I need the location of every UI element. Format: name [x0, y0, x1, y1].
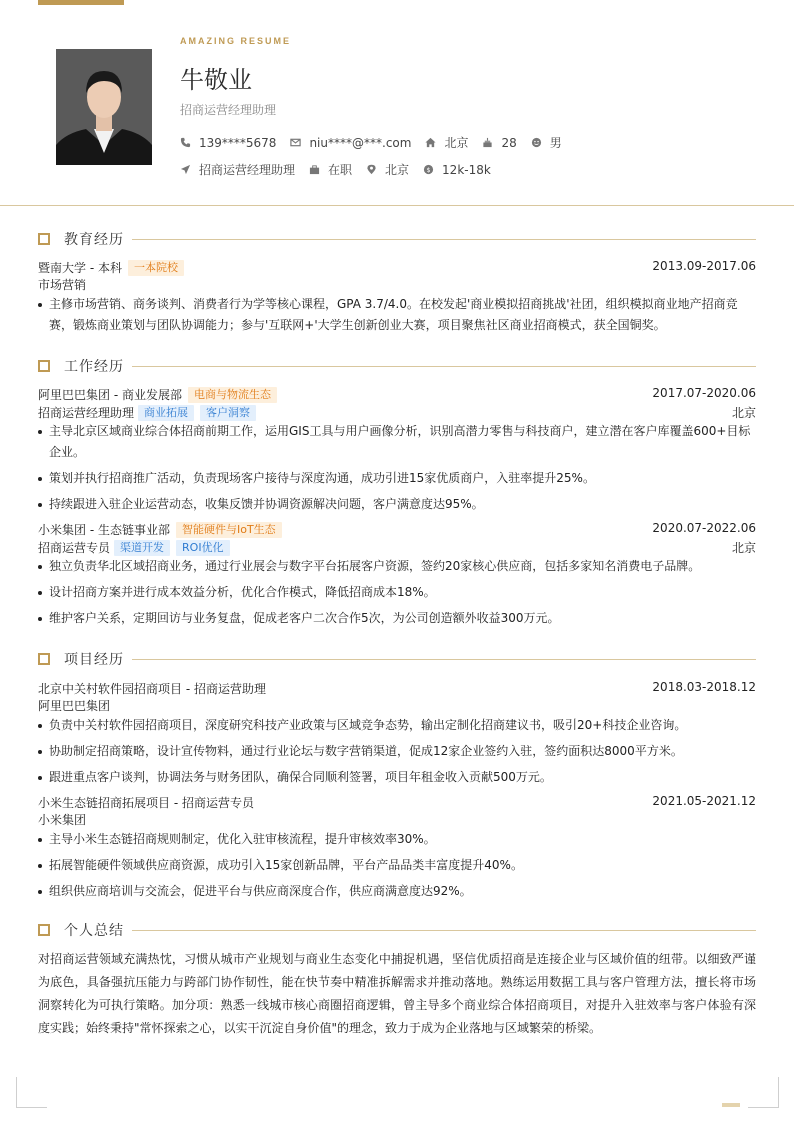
location-pin-icon: [366, 164, 377, 175]
candidate-name: 牛敬业: [180, 66, 252, 94]
project-entry-header: [38, 679, 756, 697]
company-tag: 智能硬件与IoT生态: [176, 522, 282, 538]
list-item: 策划并执行招商推广活动，负责现场客户接待与深度沟通，成功引进15家优质商户，入驻率提升25%。: [38, 468, 756, 489]
section-title: 教育经历: [64, 232, 124, 248]
work-entry: [38, 520, 756, 629]
svg-text:$: $: [426, 165, 431, 174]
list-item: 维护客户关系，定期回访与业务复盘，促成老客户二次合作5次，为公司创造额外收益300万元。: [38, 608, 756, 629]
summary-text: 对招商运营领域充满热忱，习惯从城市产业规划与商业生态变化中捕捉机遇，坚信优质招商是连接企业与区域价值的纽带。以细致严谨为底色，具备强抗压能力与跨部门协作韧性，能在快节奏中精准拆解需求并推动落地。熟练运用数据工具与客户管理方法，擅长将市场洞察转化为可执行策略。加分项：熟悉一线城市核心商圈招商逻辑，曾主导多个商业综合体招商项目，对提升入驻效率与客户体验有深度实践；始终秉持"常怀探索之心，以实干沉淀自身价值"的理念，致力于成为企业落地与区域繁荣的桥梁。: [38, 952, 756, 1035]
bottom-accent-mark: [722, 1103, 740, 1107]
candidate-job-title: 招商运营经理助理: [180, 103, 277, 117]
project-name: 北京中关村软件园招商项目 - 招商运营助理: [38, 682, 266, 696]
work-date: 2020.07-2022.06: [652, 521, 756, 535]
work-entry: [38, 385, 756, 515]
section-header: [38, 358, 756, 374]
section-title: 项目经历: [64, 652, 124, 668]
money-icon: [423, 164, 434, 175]
gender-icon: [531, 137, 542, 148]
section-title: 工作经历: [64, 359, 124, 375]
section-marker: [38, 924, 50, 936]
email-item: [290, 136, 411, 150]
city-value: 北京: [444, 136, 469, 150]
list-item: 跟进重点客户谈判，协调法务与财务团队，确保合同顺利签署，项目年租金收入贡献500万元。: [38, 767, 756, 788]
company-name: 阿里巴巴集团 - 商业发展部: [38, 388, 182, 402]
project-entry: [38, 679, 756, 788]
project-entry-header: [38, 793, 756, 811]
school-tag: 一本院校: [128, 260, 184, 276]
project-org: 阿里巴巴集团: [38, 699, 111, 713]
skill-tag: 渠道开发: [114, 540, 170, 556]
summary-section: [38, 922, 756, 1040]
resume-header: [0, 0, 794, 206]
cake-icon: [482, 137, 493, 148]
work-bullets: [38, 421, 756, 515]
phone-icon: [180, 137, 191, 148]
contact-info-row: [180, 134, 576, 151]
list-item: 主导小米生态链招商规则制定，优化入驻审核流程，提升审核效率30%。: [38, 829, 756, 850]
intended-position-value: 招商运营经理助理: [199, 163, 296, 177]
salary-item: [423, 163, 491, 177]
gender-value: 男: [549, 136, 562, 150]
home-icon: [425, 137, 436, 148]
list-item: 主修市场营销、商务谈判、消费者行为学等核心课程，GPA 3.7/4.0。在校发起'商业模拟招商挑战'社团，组织模拟商业地产招商竞赛，锻炼商业策划与团队协调能力；参与'互联网+'大学生创新创业大赛，项目聚焦社区商业招商模式，获全国铜奖。: [38, 294, 756, 336]
work-position-row: [38, 538, 756, 556]
work-entry-header: [38, 520, 756, 538]
phone-item: [180, 136, 276, 150]
list-item: 持续跟进入驻企业运营动态，收集反馈并协调资源解决问题，客户满意度达95%。: [38, 494, 756, 515]
mail-icon: [290, 137, 301, 148]
age-value: 28: [501, 135, 517, 150]
employment-status-item: [309, 161, 352, 178]
section-header: [38, 922, 756, 938]
work-entry-header: [38, 385, 756, 403]
section-marker: [38, 653, 50, 665]
resume-tagline: AMAZING RESUME: [180, 36, 291, 46]
intended-city-value: 北京: [385, 163, 410, 177]
skill-tag: 客户洞察: [200, 405, 256, 421]
section-divider: [132, 366, 756, 367]
intended-city-item: [366, 161, 409, 178]
work-location: 北京: [731, 541, 756, 555]
work-section: [38, 358, 756, 634]
job-intention-row: [180, 161, 505, 178]
section-divider: [132, 659, 756, 660]
section-divider: [132, 930, 756, 931]
list-item: 拓展智能硬件领域供应商资源，成功引入15家创新品牌，平台产品品类丰富度提升40%。: [38, 855, 756, 876]
briefcase-icon: [309, 164, 320, 175]
position-name: 招商运营专员: [38, 541, 111, 555]
intended-position-item: [180, 161, 295, 178]
list-item: 协助制定招商策略，设计宣传物料，通过行业论坛与数字营销渠道，促成12家企业签约入驻，签约面积达8000平方米。: [38, 741, 756, 762]
corner-decoration-left: [16, 1077, 47, 1108]
project-date: 2018.03-2018.12: [652, 680, 756, 694]
section-divider: [132, 239, 756, 240]
salary-value: 12k-18k: [442, 162, 491, 177]
email-value: niu****@***.com: [309, 135, 412, 150]
age-item: [482, 136, 516, 150]
project-org: 小米集团: [38, 813, 87, 827]
skill-tag: 商业拓展: [138, 405, 194, 421]
school-name: 暨南大学 - 本科: [38, 261, 122, 275]
phone-value: 139****5678: [199, 135, 277, 150]
gender-item: [531, 134, 562, 151]
list-item: 负责中关村软件园招商项目，深度研究科技产业政策与区域竞争态势，输出定制化招商建议书，吸引20+科技企业咨询。: [38, 715, 756, 736]
corner-decoration-right: [748, 1077, 779, 1108]
send-icon: [180, 164, 191, 175]
city-item: [425, 134, 468, 151]
profile-photo: [56, 49, 152, 165]
work-location: 北京: [731, 406, 756, 420]
work-position-row: [38, 403, 756, 421]
project-entry: [38, 793, 756, 902]
section-marker: [38, 360, 50, 372]
project-bullets: [38, 829, 756, 902]
section-title: 个人总结: [64, 923, 124, 939]
employment-status-value: 在职: [328, 163, 353, 177]
position-name: 招商运营经理助理: [38, 406, 135, 420]
project-date: 2021.05-2021.12: [652, 794, 756, 808]
skill-tag: ROI优化: [176, 540, 230, 556]
education-date: 2013.09-2017.06: [652, 259, 756, 273]
section-header: [38, 651, 756, 667]
list-item: 组织供应商培训与交流会，促进平台与供应商深度合作，供应商满意度达92%。: [38, 881, 756, 902]
education-entry-header: [38, 258, 756, 276]
list-item: 独立负责华北区域招商业务，通过行业展会与数字平台拓展客户资源，签约20家核心供应商，包括多家知名消费电子品牌。: [38, 556, 756, 577]
section-header: [38, 231, 756, 247]
company-name: 小米集团 - 生态链事业部: [38, 523, 170, 537]
work-bullets: [38, 556, 756, 629]
education-bullets: [38, 294, 756, 336]
list-item: 主导北京区域商业综合体招商前期工作，运用GIS工具与用户画像分析，识别高潜力零售与科技商户，建立潜在客户库覆盖600+目标企业。: [38, 421, 756, 463]
company-tag: 电商与物流生态: [188, 387, 277, 403]
work-date: 2017.07-2020.06: [652, 386, 756, 400]
education-section: [38, 231, 756, 341]
project-name: 小米生态链招商拓展项目 - 招商运营专员: [38, 796, 254, 810]
project-bullets: [38, 715, 756, 788]
projects-section: [38, 651, 756, 907]
list-item: 设计招商方案并进行成本效益分析，优化合作模式，降低招商成本18%。: [38, 582, 756, 603]
section-marker: [38, 233, 50, 245]
major: 市场营销: [38, 278, 87, 292]
